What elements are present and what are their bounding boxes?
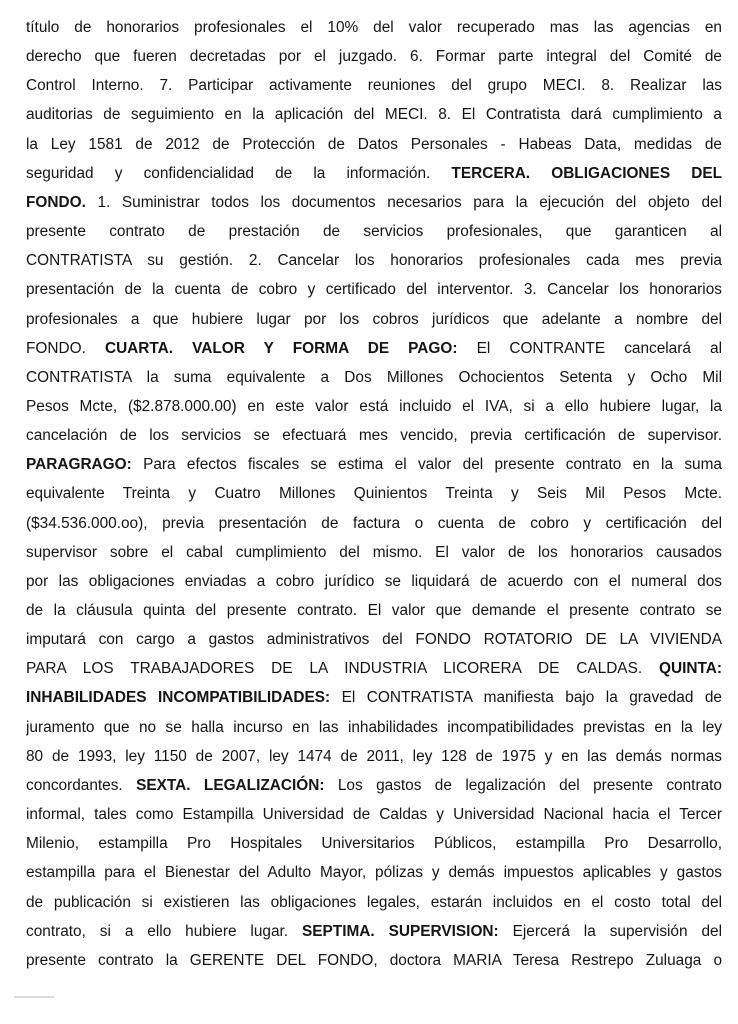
bold-heading-text: TERCERA. OBLIGACIONES DEL bbox=[451, 164, 722, 182]
text-line bbox=[26, 658, 722, 680]
body-text: PARA LOS TRABAJADORES DE LA INDUSTRIA LICORERA DE CALDAS. bbox=[26, 660, 660, 678]
body-text: informal, tales como Estampilla Universidad de Caldas y Universidad Nacional hacia el Tercer bbox=[26, 806, 722, 824]
text-line bbox=[26, 775, 722, 797]
bold-heading-text: FONDO. bbox=[26, 193, 86, 211]
body-text: la Ley 1581 de 2012 de Protección de Datos Personales - Habeas Data, medidas de bbox=[26, 135, 722, 153]
body-text: Milenio, estampilla Pro Hospitales Universitarios Públicos, estampilla Pro Desarrollo, bbox=[26, 835, 722, 853]
body-text: de publicación si existieren las obligaciones legales, estarán incluidos en el costo total del bbox=[26, 893, 722, 911]
text-line bbox=[26, 250, 722, 272]
body-text: 80 de 1993, ley 1150 de 2007, ley 1474 de 2011, ley 128 de 1975 y en las demás normas bbox=[26, 747, 722, 765]
text-line bbox=[26, 309, 722, 331]
text-line bbox=[26, 279, 722, 301]
body-text: título de honorarios profesionales el 10% del valor recuperado mas las agencias en bbox=[26, 19, 722, 36]
body-text: contrato, si a ello hubiere lugar. bbox=[26, 922, 303, 940]
body-text: presentación de la cuenta de cobro y certificado del interventor. 3. Cancelar los honorarios bbox=[26, 281, 722, 299]
body-text: El CONTRATISTA manifiesta bajo la gravedad de bbox=[330, 689, 722, 707]
bold-heading-text: QUINTA: bbox=[659, 660, 722, 678]
text-line bbox=[26, 454, 722, 476]
body-text: ($34.536.000.oo), previa presentación de factura o cuenta de cobro y certificación del bbox=[26, 514, 722, 532]
text-line bbox=[26, 571, 722, 593]
body-text: presente contrato de prestación de servicios profesionales, que garanticen al bbox=[26, 223, 722, 241]
bold-heading-text: SEXTA. LEGALIZACIÓN: bbox=[136, 776, 325, 794]
text-line bbox=[26, 46, 722, 68]
text-line bbox=[26, 483, 722, 505]
body-text: CONTRATISTA la suma equivalente a Dos Millones Ochocientos Setenta y Ocho Mil bbox=[26, 368, 722, 386]
body-text: 1. Suministrar todos los documentos necesarios para la ejecución del objeto del bbox=[85, 193, 722, 211]
text-line bbox=[26, 367, 722, 389]
text-line bbox=[26, 192, 722, 214]
text-line bbox=[26, 396, 722, 418]
body-text: auditorias de seguimiento en la aplicación del MECI. 8. El Contratista dará cumplimiento a bbox=[26, 106, 722, 124]
body-text: juramento que no se halla incurso en las inhabilidades incompatibilidades previstas en la ley bbox=[26, 718, 722, 736]
body-text: El CONTRANTE cancelará al bbox=[457, 339, 722, 357]
text-line bbox=[26, 746, 722, 768]
text-line bbox=[26, 687, 722, 709]
text-line bbox=[26, 104, 722, 126]
text-line bbox=[26, 513, 722, 535]
scan-artifact bbox=[14, 996, 54, 998]
body-text: cancelación de los servicios se efectuará mes vencido, previa certificación de supervisor. bbox=[26, 427, 722, 445]
text-line bbox=[26, 17, 722, 39]
body-text: Ejercerá la supervisión del bbox=[498, 922, 722, 940]
text-line bbox=[26, 950, 722, 972]
body-text: profesionales a que hubiere lugar por los cobros jurídicos que adelante a nombre del bbox=[26, 310, 722, 328]
body-text: Pesos Mcte, ($2.878.000.00) en este valor está incluido el IVA, si a ello hubiere lugar, la bbox=[26, 397, 722, 415]
text-line bbox=[26, 921, 722, 943]
body-text: supervisor sobre el cabal cumplimiento del mismo. El valor de los honorarios causados bbox=[26, 543, 722, 561]
text-line bbox=[26, 338, 722, 360]
text-line bbox=[26, 833, 722, 855]
text-line bbox=[26, 75, 722, 97]
body-text: Para efectos fiscales se estima el valor del presente contrato en la suma bbox=[131, 456, 722, 474]
body-text: presente contrato la GERENTE DEL FONDO, doctora MARIA Teresa Restrepo Zuluaga o bbox=[26, 951, 722, 969]
body-text: Control Interno. 7. Participar activamente reuniones del grupo MECI. 8. Realizar las bbox=[26, 77, 722, 95]
text-line bbox=[26, 134, 722, 156]
text-line bbox=[26, 717, 722, 739]
body-text: FONDO. bbox=[26, 339, 105, 357]
bold-heading-text: INHABILIDADES INCOMPATIBILIDADES: bbox=[26, 689, 331, 707]
text-line bbox=[26, 163, 722, 185]
body-text: estampilla para el Bienestar del Adulto Mayor, pólizas y demás impuestos aplicables y gastos bbox=[26, 864, 722, 882]
text-line bbox=[26, 629, 722, 651]
body-text: derecho que fueren decretadas por el juzgado. 6. Formar parte integral del Comité de bbox=[26, 48, 722, 66]
body-text: de la cláusula quinta del presente contrato. El valor que demande el presente contrato se bbox=[26, 602, 722, 619]
text-line bbox=[26, 425, 722, 447]
text-line bbox=[26, 600, 722, 622]
text-line bbox=[26, 804, 722, 826]
text-line bbox=[26, 221, 722, 243]
body-text: seguridad y confidencialidad de la información. bbox=[26, 164, 452, 182]
body-text: Los gastos de legalización del presente contrato bbox=[324, 776, 722, 794]
bold-heading-text: SEPTIMA. SUPERVISION: bbox=[302, 922, 499, 940]
bold-heading-text: CUARTA. VALOR Y FORMA DE PAGO: bbox=[104, 339, 458, 357]
body-text: concordantes. bbox=[26, 776, 137, 794]
text-line bbox=[26, 542, 722, 564]
text-line bbox=[26, 892, 722, 914]
text-line bbox=[26, 862, 722, 884]
body-text: imputará con cargo a gastos administrativos del FONDO ROTATORIO DE LA VIVIENDA bbox=[26, 631, 722, 649]
body-text: por las obligaciones enviadas a cobro jurídico se liquidará de acuerdo con el numeral dos bbox=[26, 572, 722, 590]
body-text: equivalente Treinta y Cuatro Millones Quinientos Treinta y Seis Mil Pesos Mcte. bbox=[26, 485, 722, 503]
bold-heading-text: PARAGRAGO: bbox=[26, 456, 132, 474]
body-text: CONTRATISTA su gestión. 2. Cancelar los honorarios profesionales cada mes previa bbox=[26, 252, 722, 270]
